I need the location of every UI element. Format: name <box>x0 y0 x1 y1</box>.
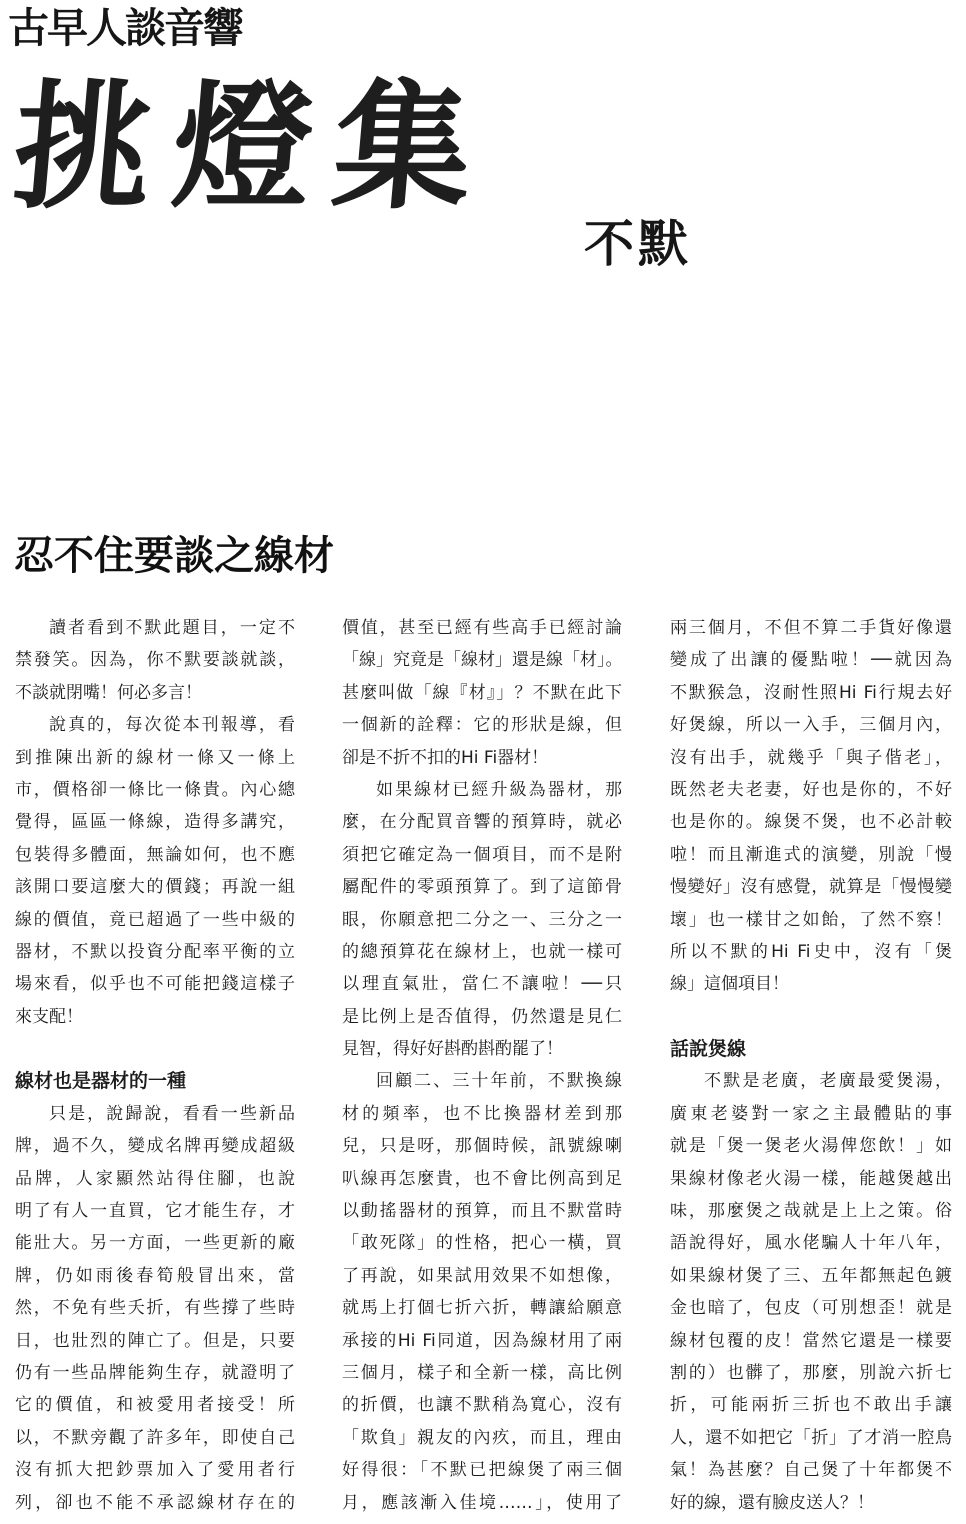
text-line: 折，可能兩折三折也不敢出手讓 <box>670 1395 952 1416</box>
text-column-3 <box>670 612 952 1519</box>
article-title: 忍不住要談之線材 <box>14 533 334 579</box>
text-line: 就馬上打個七折六折，轉讓給願意 <box>342 1298 622 1319</box>
text-line: 日，也壯烈的陣亡了。但是，只要 <box>15 1330 295 1351</box>
text-line: 以動搖器材的預算，而且不默當時 <box>342 1201 622 1222</box>
text-line: 承接的Hi Fi同道，因為線材用了兩 <box>342 1330 622 1351</box>
text-line: 氣！為甚麼？自己煲了十年都煲不 <box>670 1460 952 1481</box>
text-line: 市，價格卻一條比一條貴。內心總 <box>15 779 295 800</box>
text-line: 線材包覆的皮！當然它還是一樣要 <box>670 1330 952 1351</box>
text-line: 也是你的。線煲不煲，也不必計較 <box>670 812 952 833</box>
text-line: 不默是老廣，老廣最愛煲湯， <box>704 1071 952 1092</box>
text-line: 金也暗了，包皮（可別想歪！就是 <box>670 1298 952 1319</box>
text-line: 壞」也一樣甘之如飴，了然不察！ <box>670 909 952 930</box>
text-column-2 <box>342 612 622 1519</box>
text-line: 以，不默旁觀了許多年，即使自己 <box>15 1427 295 1448</box>
text-line: 既然老夫老妻，好也是你的，不好 <box>670 779 952 800</box>
text-line: 牌，仍如雨後春筍般冒出來，當 <box>15 1265 295 1286</box>
text-line: 禁發笑。因為，你不默要談就談， <box>15 650 295 671</box>
text-line: 到推陳出新的線材一條又一條上 <box>15 747 295 768</box>
text-line: 啦！而且漸進式的演變，別說「慢 <box>670 844 952 865</box>
text-line: 列，卻也不能不承認線材存在的 <box>15 1492 295 1513</box>
text-line: 沒有抓大把鈔票加入了愛用者行 <box>15 1460 295 1481</box>
paragraph-gap <box>670 1001 952 1033</box>
text-line: 器材，不默以投資分配率平衡的立 <box>15 941 295 962</box>
text-line: 「線」究竟是「線材」還是線「材」。 <box>342 650 623 671</box>
text-line: 線的價值，竟已超過了一些中級的 <box>15 909 295 930</box>
text-line: 如果線材已經升級為器材，那 <box>376 779 622 800</box>
text-line: 品牌，人家顯然站得住腳，也說 <box>15 1168 295 1189</box>
text-line: 場來看，似乎也不可能把錢這樣子 <box>15 974 295 995</box>
text-line: 不默猴急，沒耐性照Hi Fi行規去好 <box>670 682 952 703</box>
paragraph-gap <box>15 1033 295 1065</box>
text-line: 是比例上是否值得，仍然還是見仁 <box>342 1006 622 1027</box>
text-line: 味，那麼煲之哉就是上上之策。俗 <box>670 1201 952 1222</box>
text-line: 然，不免有些夭折，有些撐了些時 <box>15 1298 295 1319</box>
text-line: 須把它確定為一個項目，而不是附 <box>342 844 622 865</box>
text-line: 以理直氣壯，當仁不讓啦！──只 <box>342 974 622 995</box>
text-line: 就是「煲一煲老火湯俾您飲！」如 <box>670 1136 952 1157</box>
text-line: 好得很：「不默已把線煲了兩三個 <box>342 1460 622 1481</box>
text-line: 仍有一些品牌能夠生存，就證明了 <box>15 1362 295 1383</box>
text-line: 好煲線，所以一入手，三個月內， <box>670 715 952 736</box>
section-heading: 話說煲線 <box>670 1038 747 1061</box>
text-line: 能壯大。另一方面，一些更新的廠 <box>15 1233 295 1254</box>
text-line: 屬配件的零頭預算了。到了這節骨 <box>342 877 622 898</box>
text-line: 人，還不如把它「折」了才消一腔鳥 <box>670 1427 952 1448</box>
text-line: 兩三個月，不但不算二手貨好像還 <box>670 618 952 638</box>
text-line: 見智，得好好斟酌斟酌罷了！ <box>342 1039 563 1060</box>
text-line: 變成了出讓的優點啦！──就因為 <box>670 650 952 671</box>
text-line: 沒有出手，就幾乎「與子偕老」， <box>670 747 952 768</box>
text-line: 線」這個項目！ <box>670 974 789 995</box>
text-line: 了再說，如果試用效果不如想像， <box>342 1265 622 1286</box>
text-line: 月，應該漸入佳境……」，使用了 <box>342 1492 622 1513</box>
text-line: 來支配！ <box>15 1006 83 1027</box>
text-line: 卻是不折不扣的Hi Fi器材！ <box>342 747 549 768</box>
section-heading: 線材也是器材的一種 <box>15 1070 187 1093</box>
text-line: 的總預算花在線材上，也就一樣可 <box>342 941 622 962</box>
text-line: 果線材像老火湯一樣，能越煲越出 <box>670 1168 952 1189</box>
text-line: 明了有人一直買，它才能生存，才 <box>15 1201 295 1222</box>
text-line: 回顧二、三十年前，不默換線 <box>376 1071 622 1092</box>
text-line: 甚麼叫做「線『材』」？不默在此下 <box>342 682 622 703</box>
column-title: 挑燈集 <box>6 65 502 228</box>
text-line: 一個新的詮釋：它的形狀是線，但 <box>342 715 622 736</box>
text-line: 三個月，樣子和全新一樣，高比例 <box>342 1362 622 1383</box>
text-line: 廣東老婆對一家之主最體貼的事 <box>670 1103 952 1124</box>
text-line: 好的線，還有臉皮送人？！ <box>670 1492 874 1513</box>
text-line: 叭線再怎麼貴，也不會比例高到足 <box>342 1168 622 1189</box>
text-line: 說真的，每次從本刊報導，看 <box>49 715 295 736</box>
series-title: 古早人談音響 <box>8 4 242 52</box>
text-line: 麼，在分配買音響的預算時，就必 <box>342 812 622 833</box>
text-line: 該開口要這麼大的價錢；再說一組 <box>15 877 295 898</box>
text-line: 包裝得多體面，無論如何，也不應 <box>15 844 295 865</box>
text-line: 眼，你願意把二分之一、三分之一 <box>342 909 622 930</box>
text-line: 不談就閉嘴！何必多言！ <box>15 682 202 703</box>
masthead <box>0 0 966 300</box>
text-line: 的折價，也讓不默稍為寬心，沒有 <box>342 1395 622 1416</box>
text-line: 兒，只是呀，那個時候，訊號線喇 <box>342 1136 622 1157</box>
text-line: 如果線材煲了三、五年都無起色鍍 <box>670 1265 952 1286</box>
text-line: 覺得，區區一條線，造得多講究， <box>15 812 295 833</box>
text-line: 材的頻率，也不比換器材差到那 <box>342 1103 622 1124</box>
text-line: 只是，說歸說，看看一些新品 <box>49 1103 295 1124</box>
text-line: 牌，過不久，變成名牌再變成超級 <box>15 1136 295 1157</box>
text-line: 所以不默的Hi Fi史中，沒有「煲 <box>670 941 952 962</box>
author-name: 不默 <box>584 214 692 273</box>
text-column-1 <box>15 612 295 1519</box>
text-line: 「敢死隊」的性格，把心一橫，買 <box>342 1233 622 1254</box>
text-line: 語說得好，風水佬騙人十年八年， <box>670 1233 952 1254</box>
text-line: 它的價值，和被愛用者接受！所 <box>15 1395 295 1416</box>
text-line: 割的）也髒了，那麼，別說六折七 <box>670 1362 952 1383</box>
text-line: 價值，甚至已經有些高手已經討論 <box>342 618 622 638</box>
text-line: 「欺負」親友的內疚，而且，理由 <box>342 1427 622 1448</box>
text-line: 讀者看到不默此題目，一定不 <box>49 618 295 638</box>
text-line: 慢變好」沒有感覺，就算是「慢慢變 <box>670 877 952 898</box>
